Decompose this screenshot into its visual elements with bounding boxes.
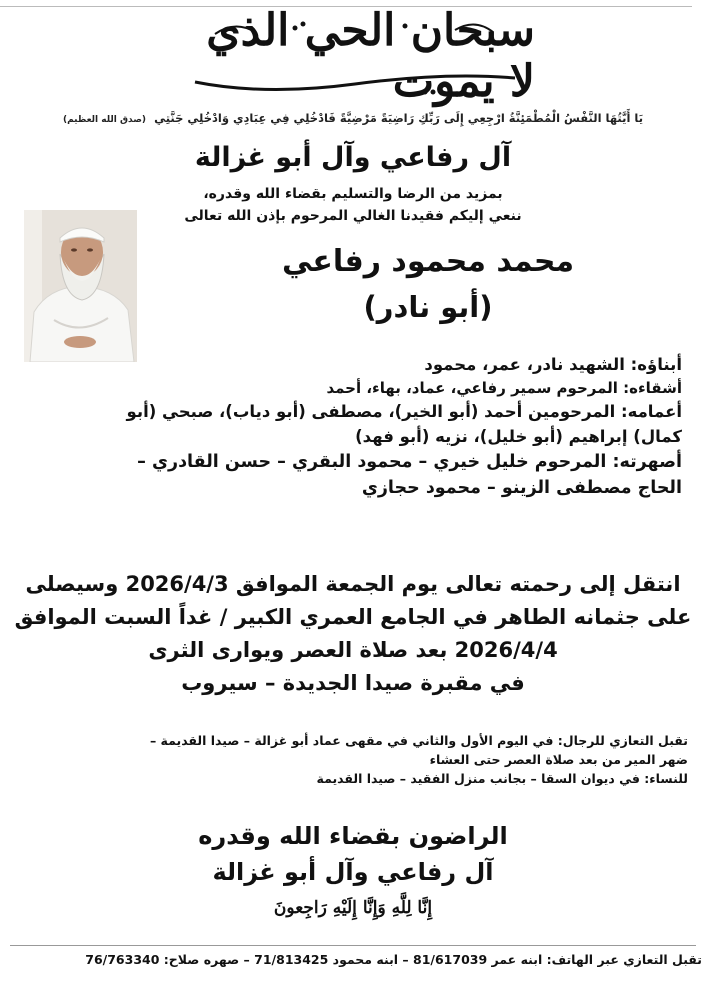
men-condolence-line-2: ضهر المير من بعد صلاة العصر حتى العشاء (429, 752, 688, 767)
closing-ayah: إِنَّا لِلَّهِ وَإِنَّا إِلَيْهِ رَاجِعونَ (273, 898, 433, 918)
in-laws-line-2: الحاج مصطفى الزينو – محمود حجازي (361, 478, 682, 498)
women-condolence-line: للنساء: في ديوان السقا – بجانب منزل الفقيد – صيدا القديمة (316, 771, 688, 786)
deceased-nickname: (أبو نادر) (363, 290, 493, 324)
announcement-line-3: 2026/4/4 بعد صلاة العصر ويوارى الثرى (148, 638, 558, 662)
quran-verse (18, 111, 688, 125)
announcement-line-4: في مقبرة صيدا الجديدة – سيروب (181, 671, 525, 695)
funeral-announcement (14, 568, 692, 700)
calligraphy-header (175, 5, 535, 107)
closing-block (0, 818, 706, 890)
brothers-line: أشقاءه: المرحوم سمير رفاعي، عماد، بهاء، أحمد (326, 379, 682, 397)
deceased-photo (24, 210, 137, 362)
sons-line: أبناؤه: الشهيد نادر، عمر، محمود (424, 355, 682, 374)
phone-condolences: تقبل التعازي عبر الهاتف: ابنه عمر 81/617039 – ابنه محمود 71/813425 – صهره صلاح: 76/763340 (85, 952, 702, 967)
uncles-line-2: كمال) إبراهيم (أبو خليل)، نزيه (أبو فهد) (355, 427, 682, 446)
announcement-line-1: انتقل إلى رحمته تعالى يوم الجمعة الموافق 2026/4/3 وسيصلى (25, 572, 681, 596)
footer-divider (10, 945, 696, 946)
in-laws-line-1: أصهرته: المرحوم خليل خيري – محمود البقري – حسن القادري – (137, 452, 682, 472)
announcement-line-2: على جثمانه الطاهر في الجامع العمري الكبير / غداً السبت الموافق (14, 605, 692, 629)
closing-line-1: الراضون بقضاء الله وقدره (198, 822, 508, 850)
portrait-illustration (24, 210, 137, 362)
relatives-list (24, 352, 682, 501)
intro-line-1: بمزيد من الرضا والتسليم بقضاء الله وقدره، (203, 186, 503, 202)
men-condolence-line-1: تقبل التعازي للرجال: في اليوم الأول والثاني في مقهى عماد أبو غزالة – صيدا القديمة – (149, 733, 688, 748)
intro-line-2: ننعي إليكم فقيدنا الغالي المرحوم بإذن الله تعالى (184, 208, 522, 224)
uncles-line-1: أعمامه: المرحومين أحمد (أبو الخير)، مصطفى (أبو دياب)، صبحي (أبو (126, 402, 682, 421)
verse-text: يَا أَيَّتُهَا النَّفْسُ الْمُطْمَئِنَّةُ ارْجِعِي إِلَى رَبِّكِ رَاضِيَةً مَرْضِيَّةً فَادْخُلِي فِي عِبَادِي وَادْخُلِي جَنَّتِي (154, 111, 644, 125)
deceased-name: محمد محمود رفاعي (281, 244, 575, 279)
calligraphy-text: سبحان الحي الذي لا يموت (206, 5, 535, 107)
family-heading: آل رفاعي وآل أبو غزالة (194, 142, 512, 173)
condolence-info (18, 731, 688, 788)
verse-end: (صدق الله العظيم) (62, 115, 147, 125)
closing-line-2: آل رفاعي وآل أبو غزالة (212, 858, 494, 886)
